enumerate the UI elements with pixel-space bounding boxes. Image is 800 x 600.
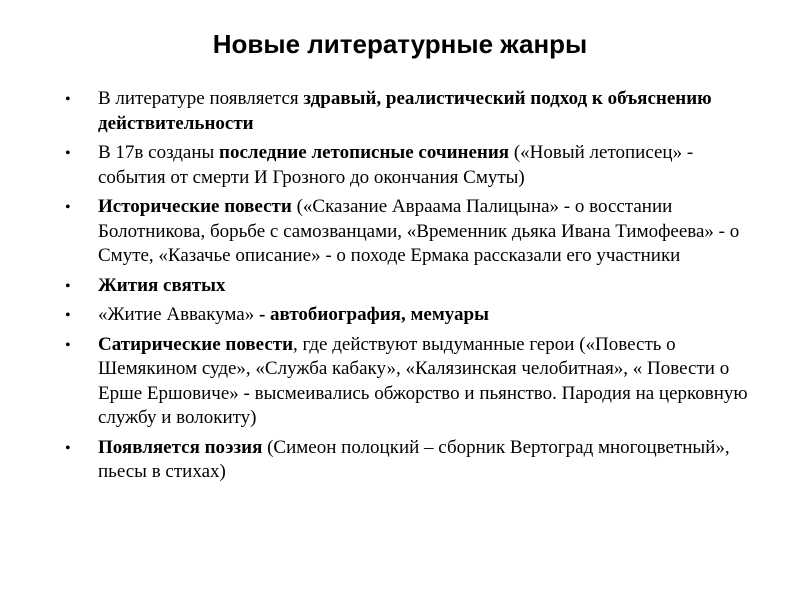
bullet-text-regular: («Новый летописец» - события от смерти И Грозного до окончания Смуты)	[98, 142, 694, 188]
bullet-list	[62, 87, 762, 490]
bullet-text-bold: Сатирические повести	[98, 333, 294, 355]
bullet-text-bold: Появляется поэзия	[98, 436, 263, 458]
bullet-text-bold: здравый, реалистический подход к объяснению действительности	[98, 88, 712, 134]
bullet-text-regular: «Житие Аввакума»	[98, 304, 259, 325]
bullet-dot-icon: •	[65, 277, 71, 295]
bullet-item	[62, 87, 762, 136]
bullet-dot-icon: •	[65, 336, 71, 354]
bullet-text-bold: - автобиография, мемуары	[258, 304, 489, 325]
bullet-text	[98, 437, 730, 483]
bullet-text-regular: («Сказание Авраама Палицына» - о восстании Болотникова, борьбе с самозванцами, «Временник дьяка Ивана Тимофеева» - о Смуте, «Казачье описание» - о походе Ермака рассказали его участники	[98, 196, 740, 266]
bullet-item	[62, 141, 762, 190]
bullet-dot-icon: •	[65, 91, 71, 108]
bullet-text-regular: В литературе появляется	[98, 88, 304, 109]
bullet-text-bold: Жития святых	[98, 274, 226, 296]
bullet-item	[62, 436, 762, 485]
bullet-text-regular: (Симеон полоцкий – сборник Вертоград многоцветный», пьесы в стихах)	[98, 436, 730, 482]
bullet-item	[62, 195, 762, 269]
bullet-text	[98, 88, 712, 134]
slide-title: Новые литературные жанры	[212, 29, 588, 59]
bullet-text-regular: В 17в созданы	[98, 142, 220, 163]
bullet-text-bold: последние летописные сочинения	[219, 142, 510, 163]
bullet-text	[98, 275, 225, 296]
bullet-text	[98, 304, 489, 325]
bullet-text-regular: , где действуют выдуманные герои («Повесть о Шемякином суде», «Служба кабаку», «Калязинская челобитная», « Повести о Ерше Ершовиче» - высмеивались обжорство и пьянство. Пародия на церковную службу и волокиту)	[98, 333, 748, 428]
bullet-text	[98, 196, 739, 266]
bullet-item	[62, 274, 762, 299]
bullet-text-bold: Исторические повести	[98, 196, 292, 217]
bullet-item	[62, 303, 762, 328]
bullet-dot-icon: •	[65, 307, 71, 324]
bullet-text	[98, 334, 748, 429]
bullet-dot-icon: •	[65, 199, 71, 216]
bullet-item	[62, 333, 762, 431]
bullet-text	[98, 142, 693, 188]
bullet-dot-icon: •	[65, 439, 71, 457]
bullet-dot-icon: •	[65, 145, 71, 162]
